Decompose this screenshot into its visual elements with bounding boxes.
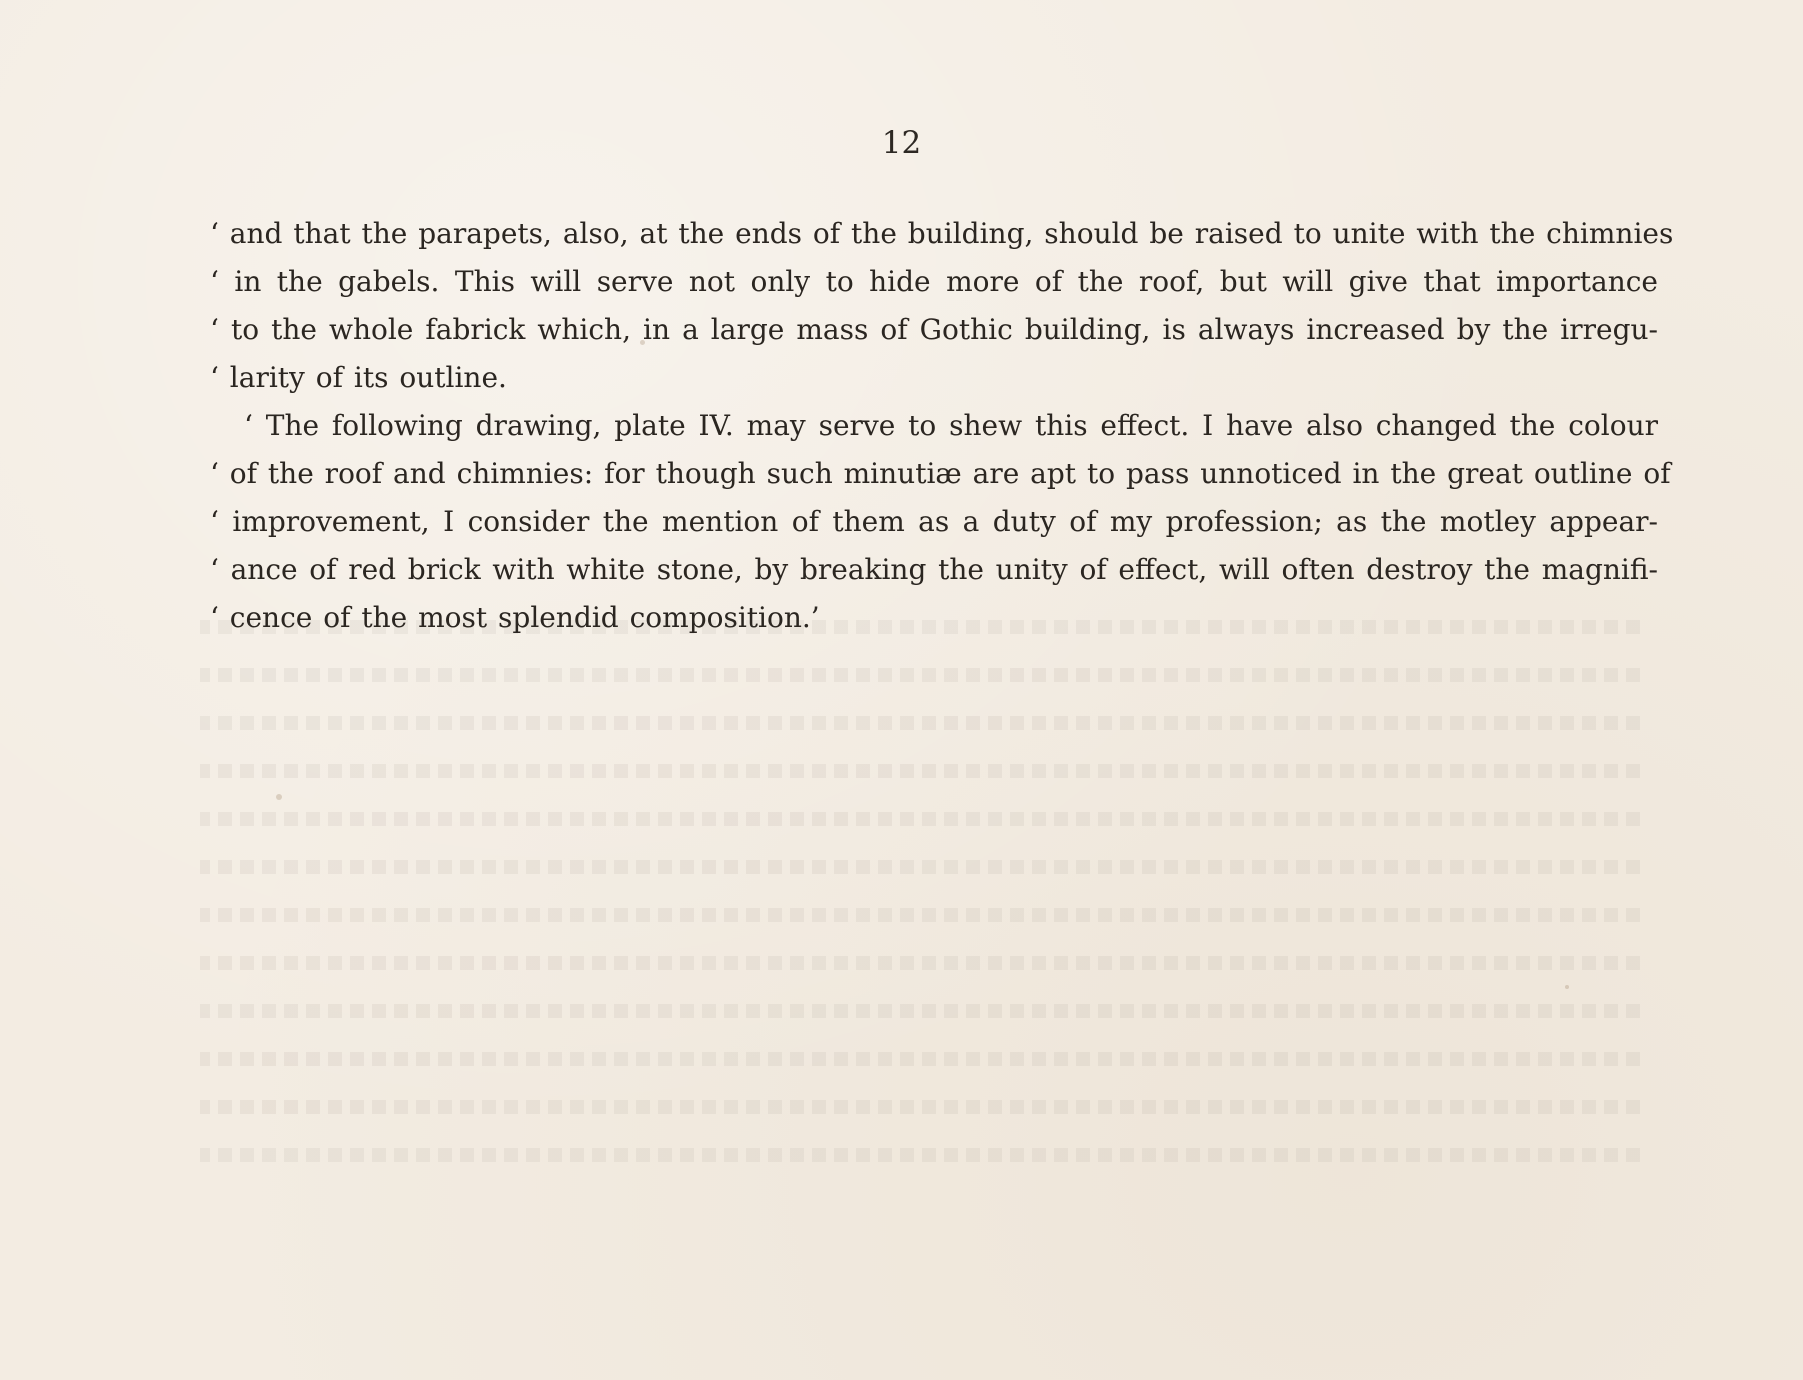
text-line: ‘ and that the parapets, also, at the ends of the building, should be raised to unite with the chimnies xyxy=(210,217,1674,250)
text-line: ‘ ance of red brick with white stone, by breaking the unity of effect, will often destroy the magnifi- xyxy=(210,553,1658,586)
body-text xyxy=(210,210,1674,642)
text-line: ‘ larity of its outline. xyxy=(210,361,507,394)
text-line: ‘ in the gabels. This will serve not only to hide more of the roof, but will give that importance xyxy=(210,265,1658,298)
page-number: 12 xyxy=(881,125,922,161)
paragraph-start-line: ‘ The following drawing, plate IV. may serve to shew this effect. I have also changed the colour xyxy=(244,409,1658,442)
paper-speck xyxy=(276,794,282,800)
text-line: ‘ of the roof and chimnies: for though such minutiæ are apt to pass unnoticed in the great outline of xyxy=(210,457,1671,490)
text-line: ‘ cence of the most splendid composition.’ xyxy=(210,601,820,634)
paper-speck xyxy=(1565,985,1569,989)
text-line: ‘ to the whole fabrick which, in a large mass of Gothic building, is always increased by the irregu- xyxy=(210,313,1658,346)
text-line: ‘ improvement, I consider the mention of them as a duty of my profession; as the motley appear- xyxy=(210,505,1658,538)
reverse-page-show-through xyxy=(200,600,1640,1220)
